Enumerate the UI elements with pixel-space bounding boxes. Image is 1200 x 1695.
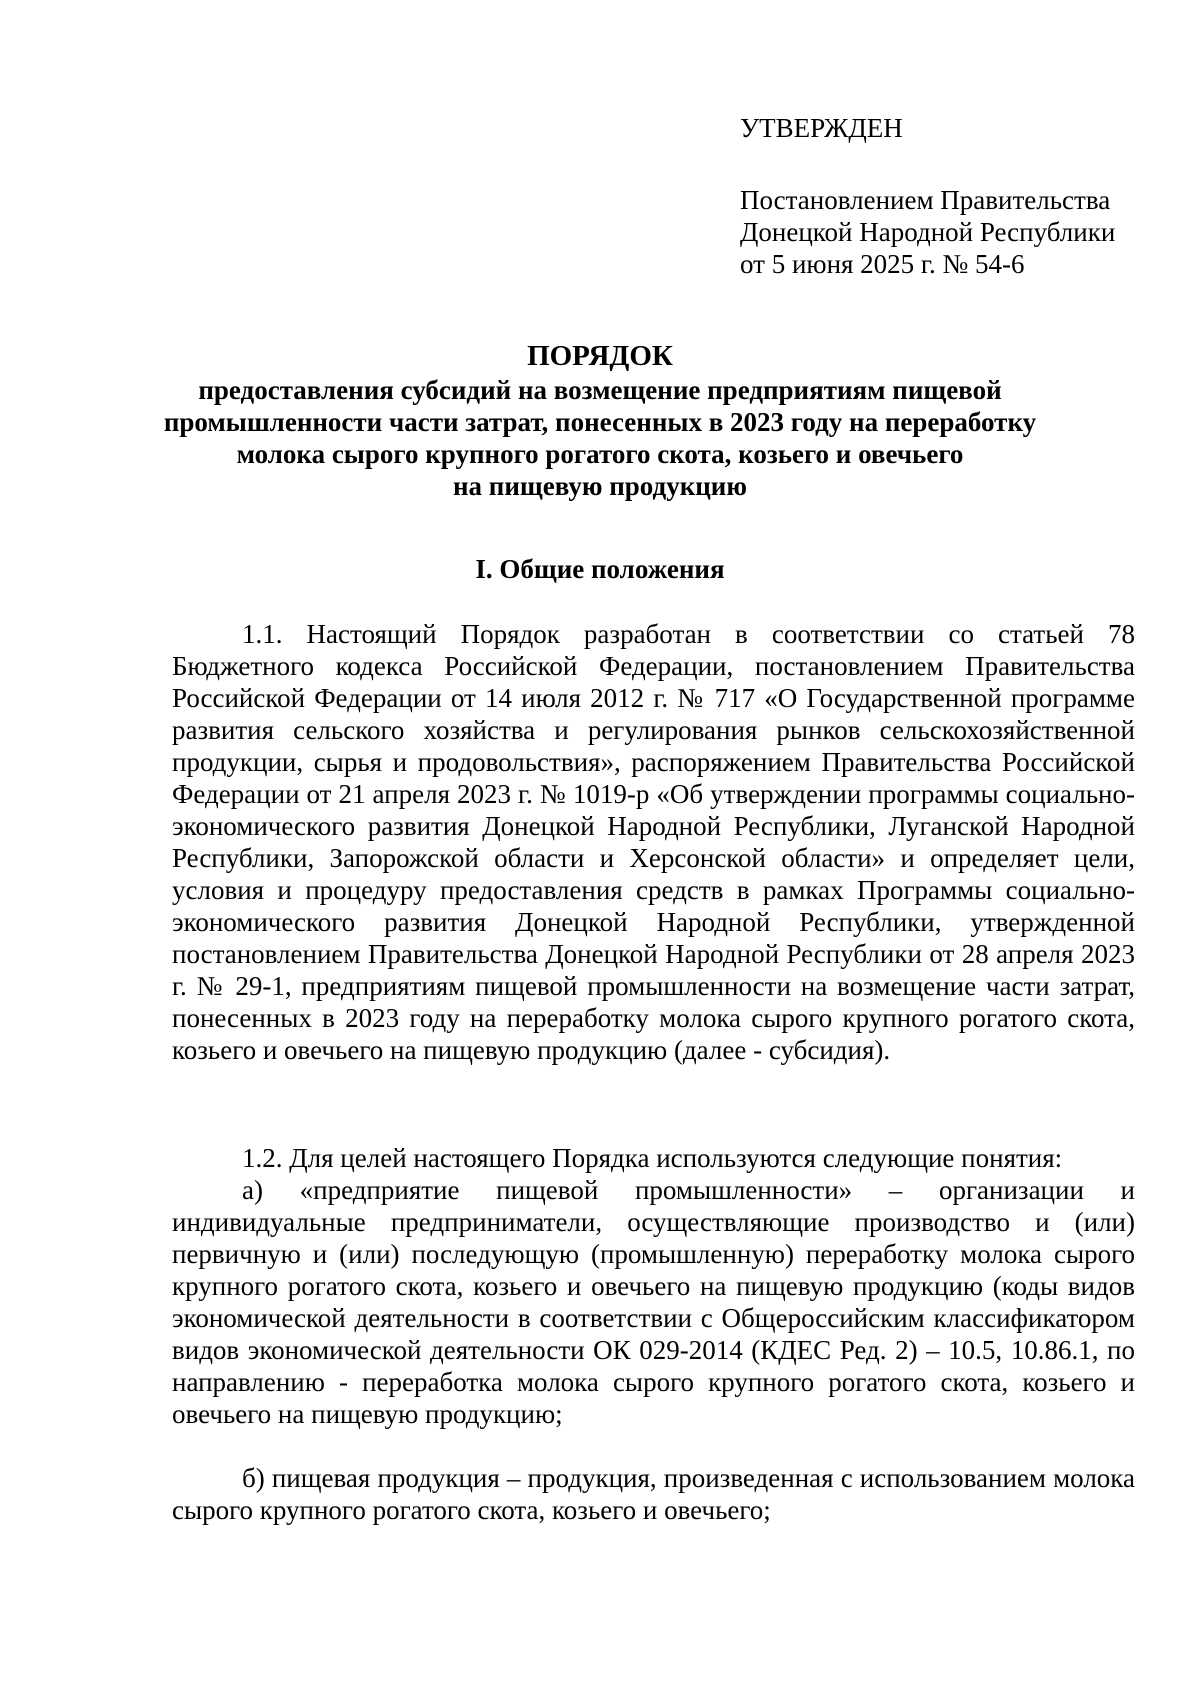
approved-by-line-2: Донецкой Народной Республики bbox=[740, 217, 1116, 247]
paragraph-1-2 bbox=[172, 1142, 1135, 1174]
definition-b-text: б) пищевая продукция – продукция, произведенная с использованием молока сырого крупного рогатого скота, козьего и овечьего; bbox=[172, 1463, 1135, 1525]
document-subtitle-line-3: молока сырого крупного рогатого скота, козьего и овечьего bbox=[236, 439, 964, 469]
document-subtitle-line-4: на пищевую продукцию bbox=[453, 471, 747, 501]
definition-a bbox=[172, 1174, 1135, 1430]
section-heading: I. Общие положения bbox=[475, 554, 725, 584]
paragraph-1-1-text: 1.1. Настоящий Порядок разработан в соответствии со статьей 78 Бюджетного кодекса Российской Федерации, постановлением Правительства Российской Федерации от 14 июля 2012 г. № 717 «О Государственной программе развития сельского хозяйства и регулирования рынков сельскохозяйственной продукции, сырья и продовольствия», распоряжением Правительства Российской Федерации от 21 апреля 2023 г. № 1019-р «Об утверждении программы социально-экономического развития Донецкой Народной Республики, Луганской Народной Республики, Запорожской области и Херсонской области» и определяет цели, условия и процедуру предоставления средств в рамках Программы социально-экономического развития Донецкой Народной Республики, утвержденной постановлением Правительства Донецкой Народной Республики от 28 апреля 2023 г. № 29-1, предприятиям пищевой промышленности на возмещение части затрат, понесенных в 2023 году на переработку молока сырого крупного рогатого скота, козьего и овечьего на пищевую продукцию (далее - субсидия). bbox=[172, 619, 1135, 1065]
approved-by-line-3: от 5 июня 2025 г. № 54-6 bbox=[740, 249, 1025, 279]
document-title: ПОРЯДОК bbox=[527, 340, 673, 372]
document-title-block bbox=[150, 340, 1050, 502]
approval-stamp bbox=[740, 112, 1160, 280]
document-subtitle-line-1: предоставления субсидий на возмещение предприятиям пищевой bbox=[198, 375, 1002, 405]
definition-a-text: а) «предприятие пищевой промышленности» – организации и индивидуальные предприниматели, осуществляющие производство и (или) первичную и (или) последующую (промышленную) переработку молока сырого крупного рогатого скота, козьего и овечьего на пищевую продукцию (коды видов экономической деятельности в соответствии с Общероссийским классификатором видов экономической деятельности ОК 029-2014 (КДЕС Ред. 2) – 10.5, 10.86.1, по направлению - переработка молока сырого крупного рогатого скота, козьего и овечьего на пищевую продукцию; bbox=[172, 1175, 1135, 1429]
approved-label: УТВЕРЖДЕН bbox=[740, 113, 903, 143]
paragraph-1-1 bbox=[172, 618, 1135, 1066]
definition-b bbox=[172, 1462, 1135, 1526]
approved-by-line-1: Постановлением Правительства bbox=[740, 185, 1111, 215]
paragraph-1-2-text: 1.2. Для целей настоящего Порядка используются следующие понятия: bbox=[242, 1143, 1063, 1173]
document-subtitle-line-2: промышленности части затрат, понесенных в 2023 году на переработку bbox=[163, 407, 1037, 437]
